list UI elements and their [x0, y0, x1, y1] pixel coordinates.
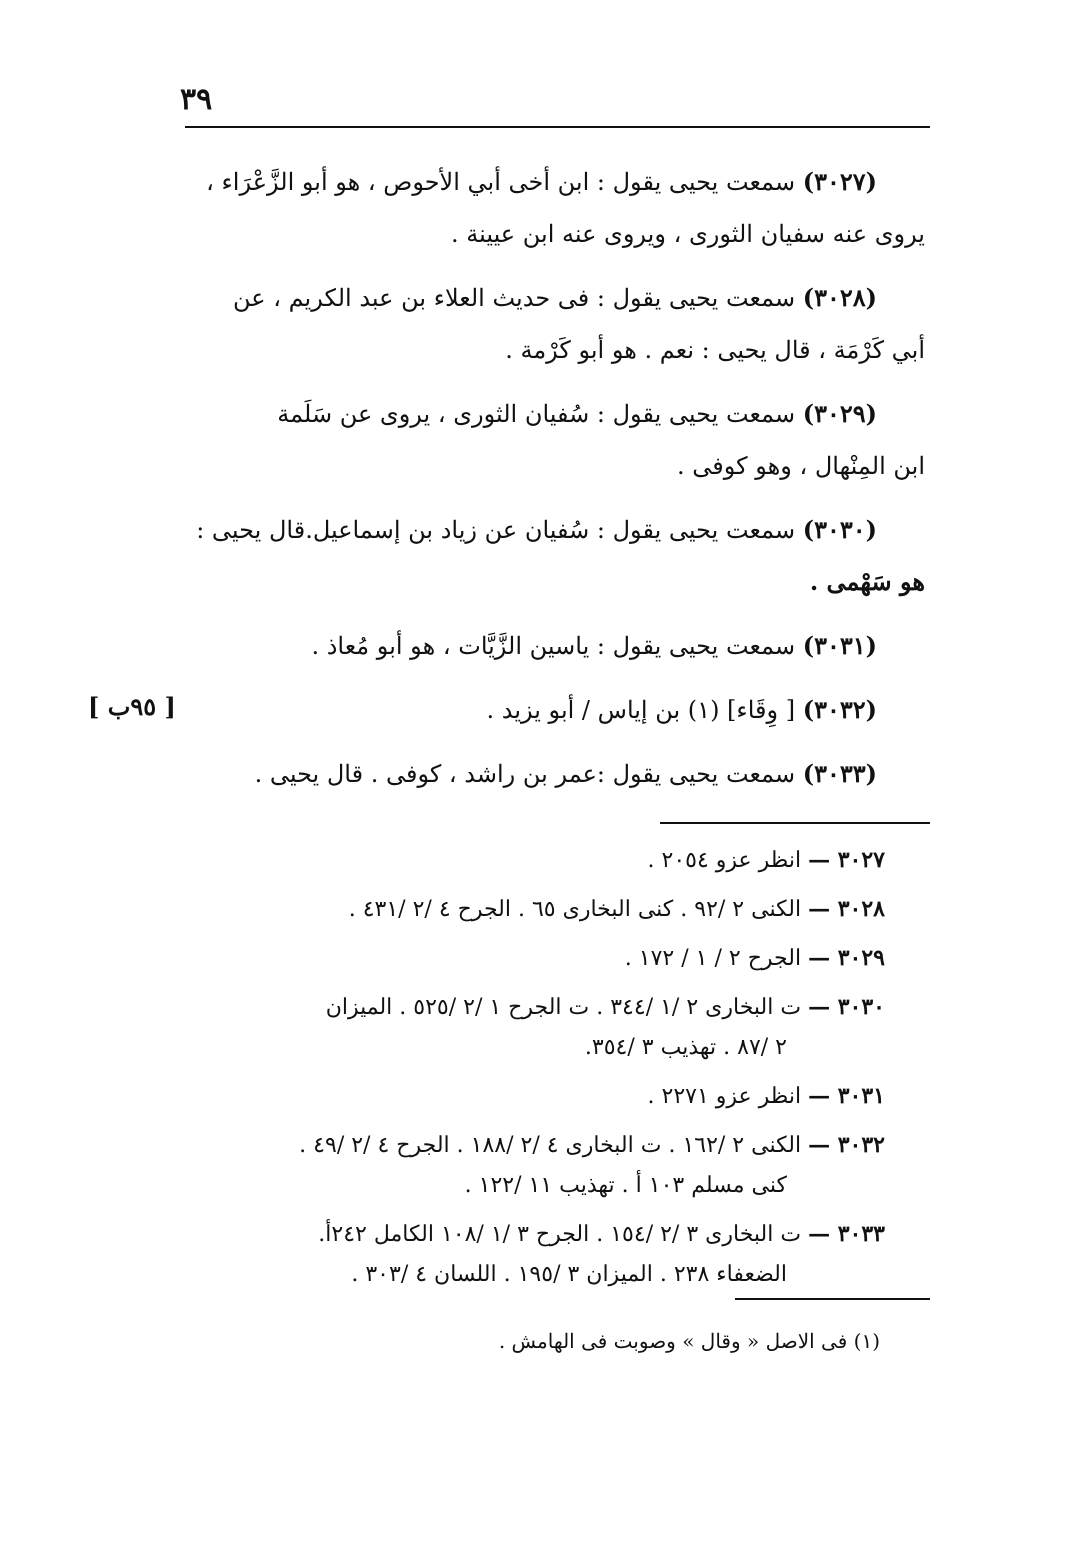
- reference-text: الكنى ٢ /١٦٢ . ت البخارى ٤ /٢ /١٨٨ . الجرح ٤ /٢ /٤٩ .: [299, 1133, 802, 1158]
- entry-line: [190, 156, 925, 208]
- entry-3030: [190, 504, 925, 608]
- entry-line: [190, 620, 925, 672]
- margin-folio-note: [ ٩٥ب ]: [88, 692, 176, 721]
- reference-3028: [190, 889, 885, 930]
- entry-line-continued: هو سَهْمى .: [809, 567, 925, 596]
- entry-3029: [190, 388, 925, 492]
- entry-text: سمعت يحيى يقول :عمر بن راشد ، كوفى . قال يحيى .: [254, 760, 796, 788]
- entry-line-continued: أبي كَرْمَة ، قال يحيى : نعم . هو أبو كَرْمة .: [505, 336, 925, 364]
- entry-text: سمعت يحيى يقول : سُفيان الثورى ، يروى عن سَلَمة: [277, 400, 796, 428]
- reference-3029: [190, 938, 885, 979]
- entry-3027: [190, 156, 925, 260]
- entry-text: سمعت يحيى يقول : فى حديث العلاء بن عبد الكريم ، عن: [232, 284, 796, 312]
- reference-line-continued: الضعفاء ٢٣٨ . الميزان ٣ /١٩٥ . اللسان ٤ /٣٠٣ .: [351, 1262, 787, 1287]
- entry-number: (٣٠٣٠): [802, 515, 877, 544]
- entry-number: (٣٠٣٣): [802, 759, 877, 788]
- footnote-rule: [735, 1298, 930, 1300]
- entry-line: [190, 504, 925, 556]
- reference-line: [190, 938, 885, 979]
- entry-text: سمعت يحيى يقول : ياسين الزَّيَّات ، هو أبو مُعاذ .: [311, 632, 796, 660]
- entry-3032: [190, 684, 925, 736]
- reference-text: الكنى ٢ /٩٢ . كنى البخارى ٦٥ . الجرح ٤ /٢ /٤٣١ .: [348, 897, 802, 922]
- entry-line: [190, 388, 925, 440]
- reference-number: ٣٠٣٢ —: [808, 1132, 885, 1158]
- entry-text: سمعت يحيى يقول : سُفيان عن زياد بن إسماعيل.قال يحيى :: [196, 516, 796, 544]
- entry-3031: [190, 620, 925, 672]
- reference-text: ت البخارى ٣ /٢ /١٥٤ . الجرح ٣ /١ /١٠٨ الكامل ٢٤٢أ.: [318, 1222, 802, 1247]
- entry-number: (٣٠٢٨): [802, 283, 877, 312]
- reference-3033: [190, 1214, 885, 1295]
- reference-3030: [190, 987, 885, 1068]
- reference-line-continued: كنى مسلم ١٠٣ أ . تهذيب ١١ /١٢٢ .: [464, 1173, 787, 1198]
- entry-text: [ وِقَاء] (١) بن إياس / أبو يزيد .: [486, 696, 796, 724]
- entry-line-continued: ابن المِنْهال ، وهو كوفى .: [677, 452, 925, 480]
- references-section: [190, 840, 885, 1303]
- reference-number: ٣٠٣٠ —: [808, 994, 885, 1020]
- reference-text: انظر عزو ٢٢٧١ .: [647, 1084, 802, 1109]
- reference-line: [190, 840, 885, 881]
- reference-line-continued: ٢ /٨٧ . تهذيب ٣ /٣٥٤.: [584, 1035, 787, 1060]
- reference-text: الجرح ٢ / ١ / ١٧٢ .: [624, 946, 802, 971]
- entry-3033: [190, 748, 925, 800]
- entry-number: (٣٠٢٩): [802, 399, 877, 428]
- reference-text: انظر عزو ٢٠٥٤ .: [647, 848, 802, 873]
- entry-line-continued: يروى عنه سفيان الثورى ، ويروى عنه ابن عيينة .: [450, 220, 925, 248]
- reference-number: ٣٠٢٩ —: [808, 945, 885, 971]
- entry-line: [190, 748, 925, 800]
- entry-number: (٣٠٢٧): [802, 167, 877, 196]
- reference-number: ٣٠٣٣ —: [808, 1221, 885, 1247]
- entry-number: (٣٠٣٢): [802, 695, 877, 724]
- reference-line: [190, 889, 885, 930]
- reference-number: ٣٠٣١ —: [808, 1083, 885, 1109]
- entry-number: (٣٠٣١): [802, 631, 877, 660]
- reference-number: ٣٠٢٧ —: [808, 847, 885, 873]
- entry-line: [190, 684, 925, 736]
- footnote: (١) فى الاصل « وقال » وصوبت فى الهامش .: [498, 1329, 880, 1353]
- main-entries: [190, 156, 925, 812]
- reference-3032: [190, 1125, 885, 1206]
- entry-line: [190, 272, 925, 324]
- reference-3027: [190, 840, 885, 881]
- reference-line: [190, 987, 885, 1028]
- reference-3031: [190, 1076, 885, 1117]
- entry-text: سمعت يحيى يقول : ابن أخى أبي الأحوص ، هو أبو الزَّعْرَاء ،: [206, 168, 796, 196]
- header-rule: [185, 126, 930, 128]
- reference-number: ٣٠٢٨ —: [808, 896, 885, 922]
- page-number: ٣٩: [180, 82, 213, 117]
- reference-line: [190, 1214, 885, 1255]
- entry-3028: [190, 272, 925, 376]
- reference-line: [190, 1076, 885, 1117]
- reference-text: ت البخارى ٢ /١ /٣٤٤ . ت الجرح ١ /٢ /٥٢٥ . الميزان: [325, 995, 802, 1020]
- references-rule: [660, 822, 930, 824]
- reference-line: [190, 1125, 885, 1166]
